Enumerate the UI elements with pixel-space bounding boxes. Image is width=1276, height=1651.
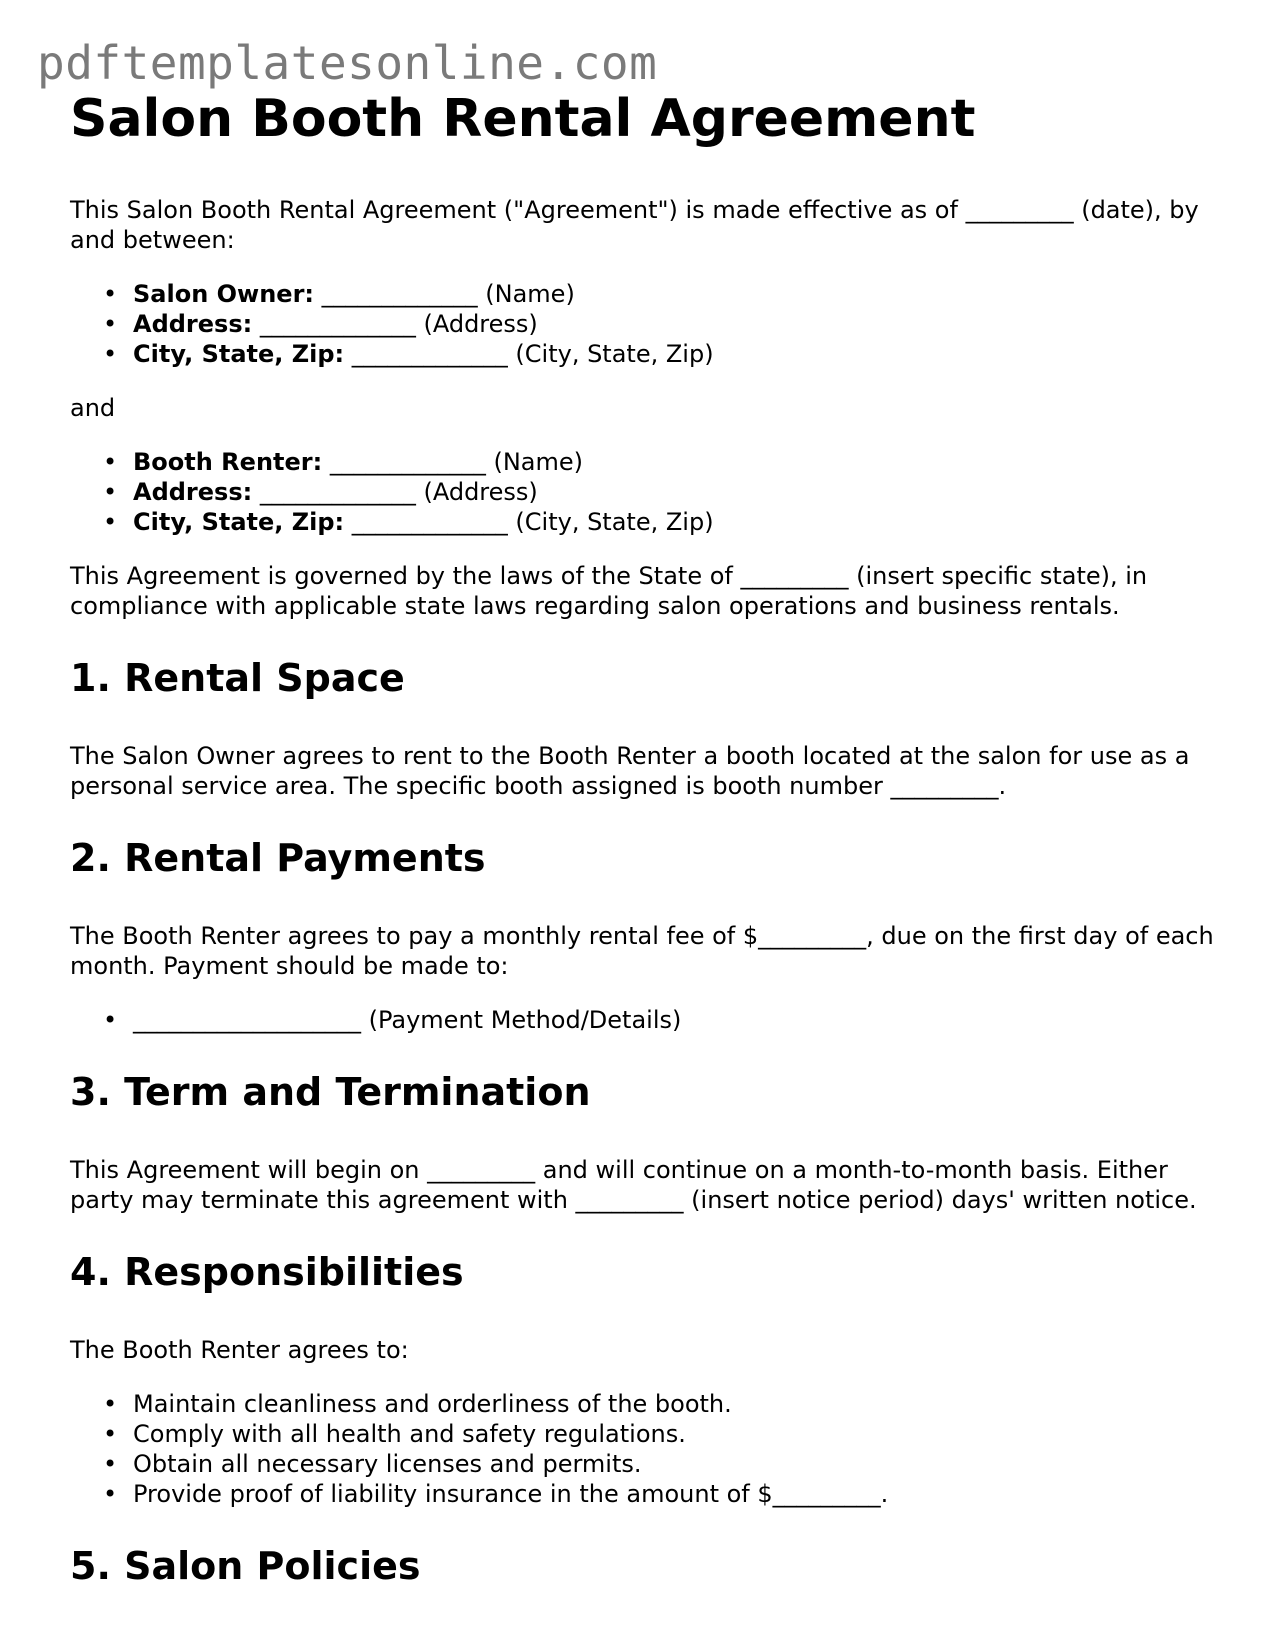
list-item: • Maintain cleanliness and orderliness of the booth. bbox=[133, 1389, 1220, 1419]
document bbox=[70, 85, 1220, 1589]
list-item: • Provide proof of liability insurance in the amount of $_________. bbox=[133, 1479, 1220, 1509]
governing-law-paragraph: This Agreement is governed by the laws of the State of _________ (insert specific state), in compliance with applicable state laws regarding salon operations and business rentals. bbox=[70, 562, 1148, 620]
term-termination-paragraph: This Agreement will begin on _________ and will continue on a month-to-month basis. Either party may terminate this agreement with _________ (insert notice period) days' written notice. bbox=[70, 1156, 1197, 1214]
responsibilities-list bbox=[70, 1389, 1220, 1509]
owner-city-field: _____________ (City, State, Zip) bbox=[344, 340, 714, 368]
intro-paragraph: This Salon Booth Rental Agreement ("Agreement") is made effective as of _________ (date), by and between: bbox=[70, 196, 1199, 254]
list-item bbox=[133, 309, 1220, 339]
owner-address-field: _____________ (Address) bbox=[252, 310, 538, 338]
rental-payments-paragraph: The Booth Renter agrees to pay a monthly rental fee of $_________, due on the first day of each month. Payment should be made to: bbox=[70, 922, 1214, 980]
list-item: • Obtain all necessary licenses and permits. bbox=[133, 1449, 1220, 1479]
renter-name-label: Booth Renter: bbox=[133, 448, 323, 476]
list-item bbox=[133, 279, 1220, 309]
payment-list bbox=[70, 1005, 1220, 1035]
responsibilities-paragraph: The Booth Renter agrees to: bbox=[70, 1336, 409, 1364]
watermark: pdftemplatesonline.com bbox=[37, 36, 658, 90]
renter-name-field: _____________ (Name) bbox=[322, 448, 584, 476]
owner-name-field: _____________ (Name) bbox=[314, 280, 575, 308]
section-heading-term-termination: 3. Term and Termination bbox=[70, 1070, 591, 1114]
section-heading-salon-policies: 5. Salon Policies bbox=[70, 1544, 421, 1588]
list-item bbox=[133, 477, 1220, 507]
renter-list bbox=[70, 447, 1220, 537]
owner-address-label: Address: bbox=[133, 310, 253, 338]
rental-space-paragraph: The Salon Owner agrees to rent to the Booth Renter a booth located at the salon for use as a personal service area. The specific booth assigned is booth number _________. bbox=[70, 742, 1190, 800]
section-heading-rental-space: 1. Rental Space bbox=[70, 656, 405, 700]
list-item: • ___________________ (Payment Method/Details) bbox=[133, 1005, 1220, 1035]
section-heading-rental-payments: 2. Rental Payments bbox=[70, 836, 486, 880]
section-heading-responsibilities: 4. Responsibilities bbox=[70, 1250, 464, 1294]
list-item bbox=[133, 339, 1220, 369]
renter-address-label: Address: bbox=[133, 478, 253, 506]
renter-address-field: _____________ (Address) bbox=[252, 478, 538, 506]
and-text: and bbox=[70, 394, 116, 422]
owner-name-label: Salon Owner: bbox=[133, 280, 315, 308]
renter-city-label: City, State, Zip: bbox=[133, 508, 345, 536]
list-item: • Comply with all health and safety regulations. bbox=[133, 1419, 1220, 1449]
renter-city-field: _____________ (City, State, Zip) bbox=[344, 508, 714, 536]
document-title: Salon Booth Rental Agreement bbox=[70, 89, 976, 149]
list-item bbox=[133, 447, 1220, 477]
list-item bbox=[133, 507, 1220, 537]
owner-city-label: City, State, Zip: bbox=[133, 340, 345, 368]
owner-list bbox=[70, 279, 1220, 369]
